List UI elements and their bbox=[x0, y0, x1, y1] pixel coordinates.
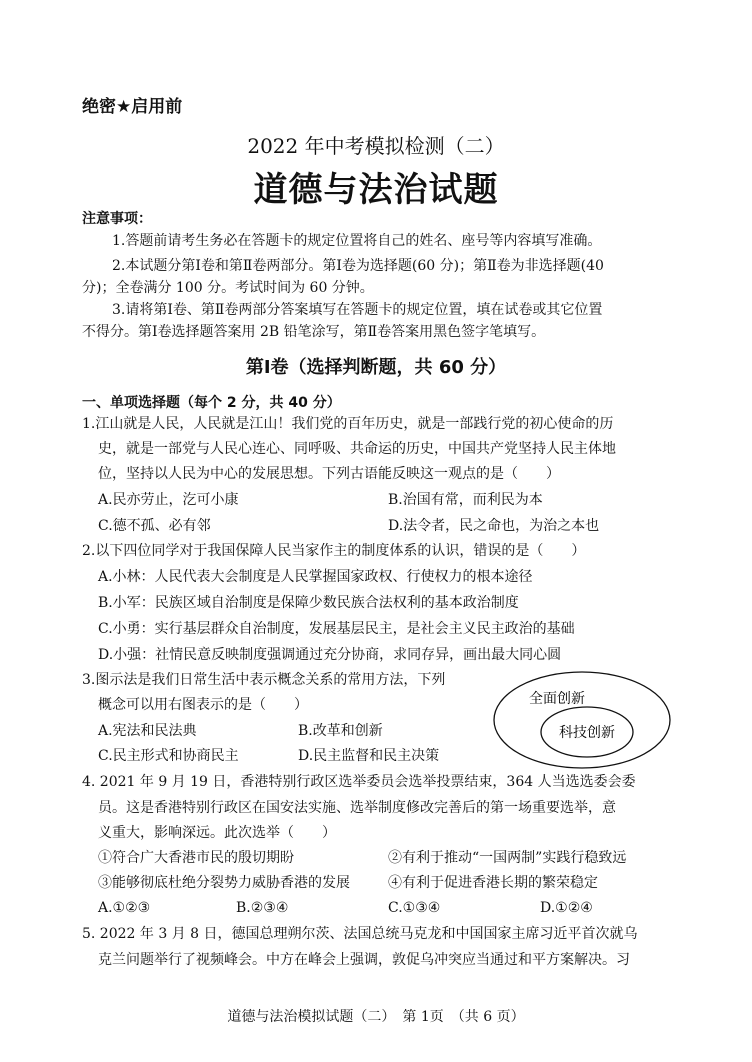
q3-stem-line-1: 3.图示法是我们日常生活中表示概念关系的常用方法，下列 bbox=[82, 672, 446, 688]
q4-item-4: ④有利于促进香港长期的繁荣稳定 bbox=[388, 875, 598, 891]
q2-option-b: B.小军：民族区域自治制度是保障少数民族合法权利的基本政治制度 bbox=[98, 595, 519, 611]
inner-label: 科技创新 bbox=[559, 725, 615, 741]
page-footer: 道德与法治模拟试题（二） 第 1页 （共 6 页） bbox=[227, 1009, 525, 1025]
section-title: 第Ⅰ卷（选择判断题，共 60 分） bbox=[245, 357, 507, 378]
notes-line-5: 不得分。第Ⅰ卷选择题答案用 2B 铅笔涂写，第Ⅱ卷答案用黑色签字笔填写。 bbox=[82, 324, 546, 340]
q3-option-b: B.改革和创新 bbox=[298, 723, 383, 739]
notes-title: 注意事项： bbox=[82, 211, 152, 227]
q4-stem-line-3: 义重大，影响深远。此次选举（ ） bbox=[98, 825, 336, 841]
concept-diagram bbox=[492, 670, 672, 770]
q3-option-d: D.民主监督和民主决策 bbox=[298, 748, 440, 764]
q1-stem-line-1: 1.江山就是人民，人民就是江山！我们党的百年历史，就是一部践行党的初心使命的历 bbox=[82, 416, 614, 432]
q3-stem-line-2: 概念可以用右图表示的是（ ） bbox=[98, 697, 308, 713]
q3-option-c: C.民主形式和协商民主 bbox=[98, 748, 239, 764]
subject-title: 道德与法治试题 bbox=[253, 170, 499, 210]
q4-item-2: ②有利于推动“一国两制”实践行稳致远 bbox=[388, 850, 627, 866]
notes-line-2: 2.本试题分第Ⅰ卷和第Ⅱ卷两部分。第Ⅰ卷为选择题(60 分)；第Ⅱ卷为非选择题(40 bbox=[112, 258, 604, 274]
q1-option-c: C.德不孤、必有邻 bbox=[98, 518, 211, 534]
q2-stem: 2.以下四位同学对于我国保障人民当家作主的制度体系的认识，错误的是（ ） bbox=[82, 543, 586, 559]
secret-mark: 绝密★启用前 bbox=[82, 97, 183, 117]
q1-option-b: B.治国有常，而利民为本 bbox=[388, 492, 543, 508]
outer-label: 全面创新 bbox=[529, 691, 585, 707]
q4-option-d: D.①②④ bbox=[540, 900, 593, 916]
q5-stem-line-2: 克兰问题举行了视频峰会。中方在峰会上强调，敦促乌冲突应当通过和平方案解决。习 bbox=[98, 952, 630, 968]
q1-option-d: D.法令者，民之命也，为治之本也 bbox=[388, 518, 600, 534]
q1-stem-line-2: 史，就是一部党与人民心连心、同呼吸、共命运的历史，中国共产党坚持人民主体地 bbox=[98, 441, 616, 457]
q4-item-3: ③能够彻底杜绝分裂势力威胁香港的发展 bbox=[98, 875, 350, 891]
q4-item-1: ①符合广大香港市民的殷切期盼 bbox=[98, 850, 294, 866]
q1-option-a: A.民亦劳止，汔可小康 bbox=[98, 492, 239, 508]
notes-line-4: 3.请将第Ⅰ卷、第Ⅱ卷两部分答案填写在答题卡的规定位置，填在试卷或其它位置 bbox=[112, 302, 603, 318]
q4-option-a: A.①②③ bbox=[98, 900, 151, 916]
q2-option-d: D.小强：社情民意反映制度强调通过充分协商，求同存异，画出最大同心圆 bbox=[98, 647, 562, 663]
notes-line-3: 分)；全卷满分 100 分。考试时间为 60 分钟。 bbox=[82, 280, 374, 296]
part-title: 一、单项选择题（每个 2 分，共 40 分） bbox=[82, 395, 341, 411]
q4-option-b: B.②③④ bbox=[236, 900, 289, 916]
q2-option-c: C.小勇：实行基层群众自治制度，发展基层民主，是社会主义民主政治的基础 bbox=[98, 621, 575, 637]
q3-option-a: A.宪法和民法典 bbox=[98, 723, 197, 739]
outer-ellipse bbox=[494, 672, 670, 768]
q4-stem-line-1: 4. 2021 年 9 月 19 日，香港特别行政区选举委员会选举投票结束，364 人当选选委会委 bbox=[82, 774, 636, 790]
exam-title: 2022 年中考模拟检测（二） bbox=[247, 134, 505, 158]
q4-option-c: C.①③④ bbox=[388, 900, 441, 916]
q2-option-a: A.小林：人民代表大会制度是人民掌握国家政权、行使权力的根本途径 bbox=[98, 569, 533, 585]
q5-stem-line-1: 5. 2022 年 3 月 8 日，德国总理朔尔茨、法国总统马克龙和中国国家主席习近平首次就乌 bbox=[82, 926, 638, 942]
notes-line-1: 1.答题前请考生务必在答题卡的规定位置将自己的姓名、座号等内容填写准确。 bbox=[112, 233, 602, 249]
q1-stem-line-3: 位，坚持以人民为中心的发展思想。下列古语能反映这一观点的是（ ） bbox=[98, 466, 560, 482]
q4-stem-line-2: 员。这是香港特别行政区在国安法实施、选举制度修改完善后的第一场重要选举，意 bbox=[98, 800, 616, 816]
